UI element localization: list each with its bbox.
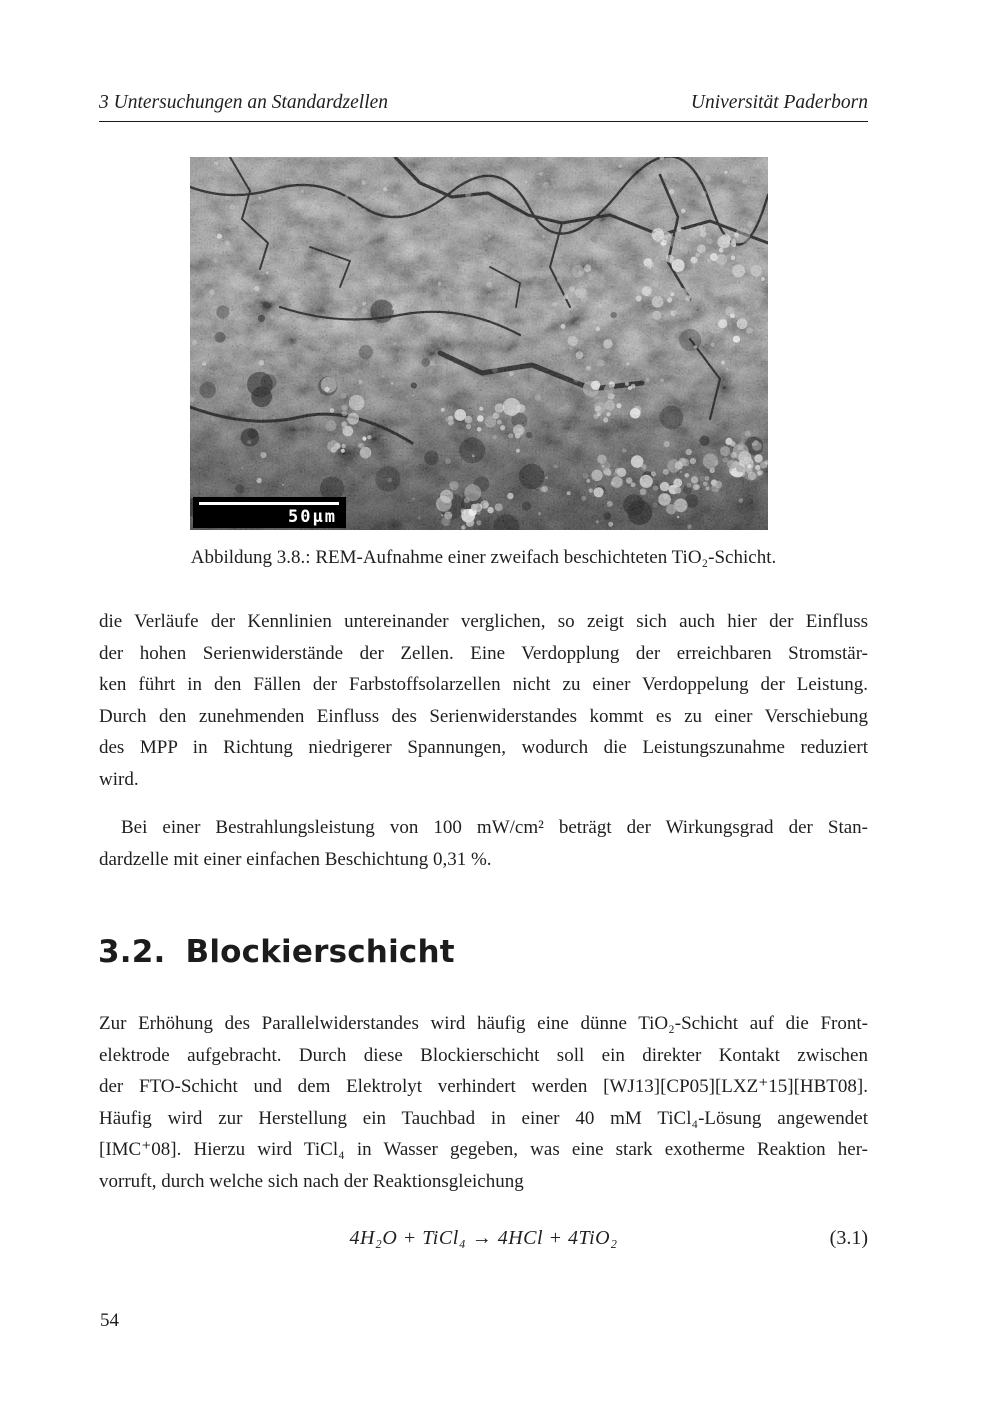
text-line: Durch den zunehmenden Einfluss des Serienwiderstandes kommt es zu einer Verschiebung <box>99 705 868 727</box>
sem-micrograph <box>190 157 768 530</box>
text-line: die Verläufe der Kennlinien untereinander verglichen, so zeigt sich auch hier der Einfluss <box>99 611 868 632</box>
paragraph-3 <box>99 1008 868 1198</box>
text-line: Zur Erhöhung des Parallelwiderstandes wird häufig eine dünne TiO₂-Schicht auf die Front- <box>99 1013 868 1034</box>
paragraph-1 <box>99 606 868 796</box>
text-line: des MPP in Richtung niedrigerer Spannungen, wodurch die Leistungszunahme reduziert <box>99 737 868 759</box>
running-header <box>99 92 868 122</box>
text-line: [IMC⁺08]. Hierzu wird TiCl₄ in Wasser gegeben, was eine stark exotherme Reaktion her- <box>99 1139 868 1161</box>
scale-bar-line <box>199 502 339 505</box>
scale-bar <box>193 497 346 528</box>
scale-bar-label: 50µm <box>288 507 337 527</box>
text-line: vorruft, durch welche sich nach der Reaktionsgleichung <box>99 1170 524 1192</box>
text-line: Häufig wird zur Herstellung ein Tauchbad in einer 40 mM TiCl₄-Lösung angewendet <box>99 1107 868 1129</box>
sem-image-canvas <box>190 157 768 530</box>
text-line: elektrode aufgebracht. Durch diese Blockierschicht soll ein direkter Kontakt zwischen <box>99 1044 868 1066</box>
figure-caption: Abbildung 3.8.: REM-Aufnahme einer zweifach beschichteten TiO₂-Schicht. <box>190 547 777 568</box>
section-title: Blockierschicht <box>185 934 455 970</box>
text-line: wird. <box>99 768 139 790</box>
text-line: Bei einer Bestrahlungsleistung von 100 mW/cm² beträgt der Wirkungsgrad der Stan- <box>121 817 868 838</box>
text-line: der hohen Serienwiderstände der Zellen. Eine Verdopplung der erreichbaren Stromstär- <box>99 642 868 664</box>
text-line: dardzelle mit einer einfachen Beschichtung 0,31 %. <box>99 848 492 870</box>
equation-block <box>99 1227 868 1250</box>
header-chapter-title: 3 Untersuchungen an Standardzellen <box>99 92 389 113</box>
page-number: 54 <box>100 1310 119 1331</box>
header-institution: Universität Paderborn <box>690 92 868 113</box>
text-line: der FTO-Schicht und dem Elektrolyt verhindert werden [WJ13][CP05][LXZ⁺15][HBT08]. <box>99 1076 868 1098</box>
text-line: ken führt in den Fällen der Farbstoffsolarzellen nicht zu einer Verdoppelung der Leistung. <box>99 674 868 696</box>
section-number: 3.2. <box>98 934 166 970</box>
equation-formula: 4H₂O + TiCl₄ → 4HCl + 4TiO₂ <box>349 1227 618 1249</box>
section-heading <box>98 934 455 970</box>
paragraph-2 <box>99 812 868 875</box>
equation-number: (3.1) <box>829 1227 868 1249</box>
